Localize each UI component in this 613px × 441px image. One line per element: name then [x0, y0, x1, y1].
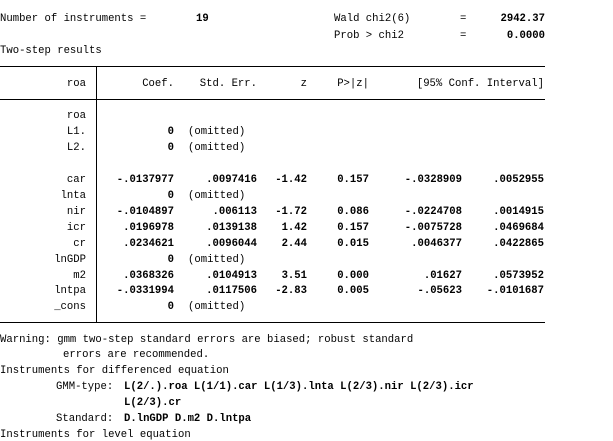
cell-p: 0.015: [337, 238, 369, 250]
standard-label: Standard:: [56, 413, 114, 425]
cell-p: 0.086: [337, 206, 369, 218]
cell-ci-high: .0052955: [493, 174, 544, 186]
cell-coef: 0: [167, 254, 174, 266]
cell-var: _cons: [54, 301, 86, 313]
cell-ci-low: -.05623: [417, 285, 462, 297]
cell-z: 1.42: [281, 222, 307, 234]
cell-coef: -.0331994: [116, 285, 174, 297]
cell-se: (omitted): [188, 254, 246, 266]
cell-ci-low: .0046377: [411, 238, 462, 250]
col-header-ci: [95% Conf. Interval]: [416, 78, 544, 90]
cell-var: m2: [73, 270, 86, 282]
cell-ci-low: -.0328909: [404, 174, 462, 186]
prob-eq: =: [460, 30, 467, 42]
cell-se: .006113: [212, 206, 257, 218]
col-header-se: Std. Err.: [199, 78, 257, 90]
table-bottom-rule: [0, 322, 545, 323]
cell-se: .0104913: [206, 270, 257, 282]
n-instruments-value: 19: [196, 13, 209, 25]
cell-var: lnGDP: [54, 254, 86, 266]
cell-coef: .0234621: [123, 238, 174, 250]
cell-p: 0.157: [337, 174, 369, 186]
cell-se: (omitted): [188, 126, 246, 138]
cell-p: 0.005: [337, 285, 369, 297]
n-instruments-label: Number of instruments =: [0, 13, 147, 25]
gmm-type-line-2: L(2/3).cr: [124, 397, 182, 409]
cell-coef: -.0137977: [116, 174, 174, 186]
cell-se: (omitted): [188, 301, 246, 313]
cell-ci-high: -.0101687: [486, 285, 544, 297]
cell-coef: -.0104897: [116, 206, 174, 218]
cell-p: 0.157: [337, 222, 369, 234]
col-header-p: P>|z|: [337, 78, 369, 90]
cell-se: .0117506: [206, 285, 257, 297]
gmm-type-line-1: L(2/.).roa L(1/1).car L(1/3).lnta L(2/3).nir L(2/3).icr: [124, 381, 474, 393]
cell-se: .0096044: [206, 238, 257, 250]
cell-var: L2.: [66, 142, 86, 154]
cell-ci-high: .0469684: [493, 222, 544, 234]
table-column-divider: [96, 66, 97, 323]
cell-var: cr: [73, 238, 86, 250]
table-header-rule: [0, 99, 545, 100]
cell-coef: 0: [167, 301, 174, 313]
col-header-var: roa: [66, 78, 86, 90]
warning-line-2: errors are recommended.: [63, 349, 210, 361]
wald-eq: =: [460, 13, 467, 25]
cell-var: nir: [66, 206, 86, 218]
diff-instruments-title: Instruments for differenced equation: [0, 365, 229, 377]
cell-var: roa: [66, 110, 86, 122]
cell-coef: 0: [167, 126, 174, 138]
wald-label: Wald chi2(6): [334, 13, 411, 25]
cell-var: L1.: [66, 126, 86, 138]
cell-ci-high: .0014915: [493, 206, 544, 218]
cell-se: (omitted): [188, 190, 246, 202]
table-top-rule: [0, 66, 545, 67]
cell-ci-high: .0422865: [493, 238, 544, 250]
cell-z: 2.44: [281, 238, 307, 250]
prob-label: Prob > chi2: [334, 30, 404, 42]
cell-se: .0139138: [206, 222, 257, 234]
cell-z: -2.83: [275, 285, 307, 297]
results-title: Two-step results: [0, 45, 102, 57]
level-instruments-title: Instruments for level equation: [0, 429, 191, 441]
cell-z: -1.42: [275, 174, 307, 186]
warning-line-1: Warning: gmm two-step standard errors are biased; robust standard: [0, 334, 414, 346]
wald-value: 2942.37: [500, 13, 545, 25]
cell-coef: .0368326: [123, 270, 174, 282]
cell-p: 0.000: [337, 270, 369, 282]
cell-var: lntpa: [54, 285, 86, 297]
col-header-coef: Coef.: [142, 78, 174, 90]
cell-se: (omitted): [188, 142, 246, 154]
prob-value: 0.0000: [506, 30, 545, 42]
standard-value: D.lnGDP D.m2 D.lntpa: [124, 413, 252, 425]
cell-coef: .0196978: [123, 222, 174, 234]
cell-ci-low: .01627: [423, 270, 462, 282]
cell-se: .0097416: [206, 174, 257, 186]
cell-coef: 0: [167, 190, 174, 202]
cell-ci-low: -.0224708: [404, 206, 462, 218]
cell-var: car: [66, 174, 86, 186]
cell-z: 3.51: [281, 270, 307, 282]
gmm-type-label: GMM-type:: [56, 381, 114, 393]
cell-var: icr: [66, 222, 86, 234]
cell-ci-high: .0573952: [493, 270, 544, 282]
cell-ci-low: -.0075728: [404, 222, 462, 234]
cell-coef: 0: [167, 142, 174, 154]
cell-var: lnta: [60, 190, 86, 202]
cell-z: -1.72: [275, 206, 307, 218]
col-header-z: z: [300, 78, 307, 90]
